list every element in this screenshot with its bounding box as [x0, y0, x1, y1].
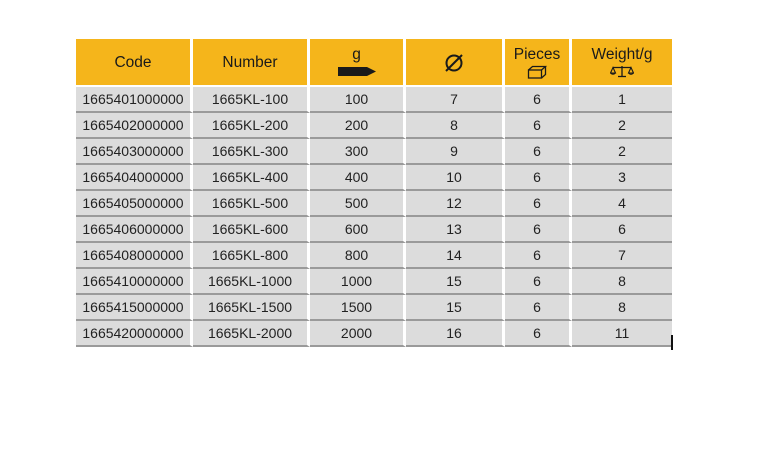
g-cell: 100: [310, 85, 406, 113]
weight-cell: 3: [572, 165, 672, 191]
text-cursor: [671, 335, 673, 350]
table-row: [76, 243, 672, 269]
weight-cell: 7: [572, 243, 672, 269]
table-row: [76, 191, 672, 217]
arrow-icon: [337, 65, 377, 78]
header-weight-label: Weight/g: [591, 46, 653, 63]
pieces-cell: 6: [505, 243, 572, 269]
table-row: [76, 295, 672, 321]
diameter-cell: 16: [406, 321, 505, 347]
header-g-label: g: [352, 46, 361, 63]
weight-cell: 6: [572, 217, 672, 243]
number-cell: 1665KL-1000: [193, 269, 310, 295]
weight-cell: 11: [572, 321, 672, 347]
code-cell: 1665410000000: [76, 269, 193, 295]
weight-cell: 1: [572, 85, 672, 113]
code-cell: 1665415000000: [76, 295, 193, 321]
weight-cell: 8: [572, 269, 672, 295]
diameter-cell: 15: [406, 269, 505, 295]
code-cell: 1665403000000: [76, 139, 193, 165]
number-cell: 1665KL-1500: [193, 295, 310, 321]
pieces-cell: 6: [505, 217, 572, 243]
code-cell: 1665401000000: [76, 85, 193, 113]
pieces-cell: 6: [505, 295, 572, 321]
diameter-cell: 12: [406, 191, 505, 217]
g-cell: 800: [310, 243, 406, 269]
pieces-cell: 6: [505, 165, 572, 191]
weight-cell: 4: [572, 191, 672, 217]
pieces-cell: 6: [505, 191, 572, 217]
box-icon: [527, 65, 547, 79]
weight-cell: 2: [572, 113, 672, 139]
g-cell: 1500: [310, 295, 406, 321]
header-number: Number: [193, 39, 310, 85]
number-cell: 1665KL-500: [193, 191, 310, 217]
number-cell: 1665KL-800: [193, 243, 310, 269]
header-weight: [572, 39, 672, 85]
table-row: [76, 321, 672, 347]
diameter-cell: 14: [406, 243, 505, 269]
code-cell: 1665402000000: [76, 113, 193, 139]
pieces-cell: 6: [505, 85, 572, 113]
code-cell: 1665405000000: [76, 191, 193, 217]
scale-icon: [610, 65, 634, 78]
pieces-cell: 6: [505, 321, 572, 347]
header-diameter: [406, 39, 505, 85]
table-row: [76, 113, 672, 139]
g-cell: 300: [310, 139, 406, 165]
number-cell: 1665KL-600: [193, 217, 310, 243]
diameter-icon: [443, 52, 465, 74]
diameter-cell: 15: [406, 295, 505, 321]
weight-cell: 8: [572, 295, 672, 321]
g-cell: 2000: [310, 321, 406, 347]
header-row: [76, 39, 672, 85]
header-g: [310, 39, 406, 85]
pieces-cell: 6: [505, 113, 572, 139]
diameter-cell: 9: [406, 139, 505, 165]
table-row: [76, 85, 672, 113]
code-cell: 1665404000000: [76, 165, 193, 191]
table-row: [76, 217, 672, 243]
number-cell: 1665KL-200: [193, 113, 310, 139]
header-pieces: [505, 39, 572, 85]
number-cell: 1665KL-100: [193, 85, 310, 113]
code-cell: 1665408000000: [76, 243, 193, 269]
code-cell: 1665406000000: [76, 217, 193, 243]
g-cell: 500: [310, 191, 406, 217]
g-cell: 400: [310, 165, 406, 191]
diameter-cell: 7: [406, 85, 505, 113]
number-cell: 1665KL-2000: [193, 321, 310, 347]
g-cell: 200: [310, 113, 406, 139]
weight-cell: 2: [572, 139, 672, 165]
g-cell: 1000: [310, 269, 406, 295]
table-row: [76, 165, 672, 191]
header-pieces-label: Pieces: [513, 45, 561, 63]
diameter-cell: 10: [406, 165, 505, 191]
pieces-cell: 6: [505, 139, 572, 165]
table-row: [76, 269, 672, 295]
diameter-cell: 8: [406, 113, 505, 139]
number-cell: 1665KL-400: [193, 165, 310, 191]
code-cell: 1665420000000: [76, 321, 193, 347]
pieces-cell: 6: [505, 269, 572, 295]
product-table: [76, 39, 672, 347]
header-code: Code: [76, 39, 193, 85]
table-row: [76, 139, 672, 165]
diameter-cell: 13: [406, 217, 505, 243]
number-cell: 1665KL-300: [193, 139, 310, 165]
g-cell: 600: [310, 217, 406, 243]
